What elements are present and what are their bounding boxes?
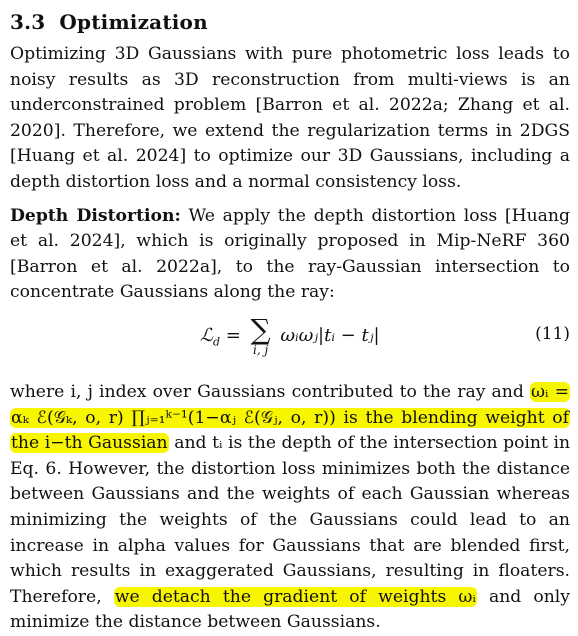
equation-11 bbox=[10, 312, 570, 374]
equation-rhs: ωᵢωⱼ|tᵢ − tⱼ| bbox=[280, 324, 380, 346]
paragraph-where-part1: where i, j index over Gaussians contributed to the ray and bbox=[10, 381, 530, 402]
equation-lhs: ℒ bbox=[200, 324, 213, 346]
paragraph-where-part2: and tᵢ is the depth of the intersection point in Eq. 6. However, the distortion loss minimizes both the distance between Gaussians and the weights of each Gaussian whereas minimizing the weights of the Gaussians could lead to an increase in alpha values for Gaussians that are blended first, which results in exaggerated Gaussians, resulting in floaters. Therefore, bbox=[10, 433, 571, 607]
equation-number: (11) bbox=[535, 323, 570, 344]
section-heading bbox=[10, 8, 570, 36]
equation-sum bbox=[250, 312, 271, 357]
paragraph-depth-text: We apply the depth distortion loss [Huang et al. 2024], which is originally proposed in Mip-NeRF 360 [Barron et al. 2022a], to the ray-Gaussian intersection to concentrate Gaussians along the ray: bbox=[10, 205, 570, 303]
sum-index: i, j bbox=[252, 342, 269, 357]
paragraph-where-part3: and only minimize the distance between Gaussians. bbox=[10, 586, 570, 633]
paragraph-lead-heading: Depth Distortion: bbox=[10, 205, 181, 226]
paragraph-intro: Optimizing 3D Gaussians with pure photometric loss leads to noisy results as 3D reconstruction from multi-views is an underconstrained problem [Barron et al. 2022a; Zhang et al. 2020]. Therefore, we extend the regularization terms in 2DGS [Huang et al. 2024] to optimize our 3D Gaussians, including a depth distortion loss and a normal consistency loss. bbox=[10, 44, 570, 192]
highlight-blending-weight: ωᵢ = αₖ ℰ(𝒢ₖ, o, r) ∏ⱼ₌₁ᵏ⁻¹(1−αⱼ ℰ(𝒢ⱼ, o, r)) is the blending weight of the i−th Gaussian bbox=[11, 381, 570, 454]
equation-body bbox=[200, 312, 380, 357]
section-title: Optimization bbox=[59, 10, 208, 34]
paper-page bbox=[10, 8, 570, 636]
equation-equals: = bbox=[225, 324, 241, 346]
highlight-detach-gradient: we detach the gradient of weights ωᵢ bbox=[114, 586, 476, 607]
paragraph-depth-distortion bbox=[10, 204, 570, 306]
sum-symbol: ∑ bbox=[250, 312, 271, 346]
equation-lhs-subscript: d bbox=[212, 335, 221, 349]
section-number: 3.3 bbox=[10, 10, 46, 34]
paragraph-where bbox=[10, 380, 570, 636]
